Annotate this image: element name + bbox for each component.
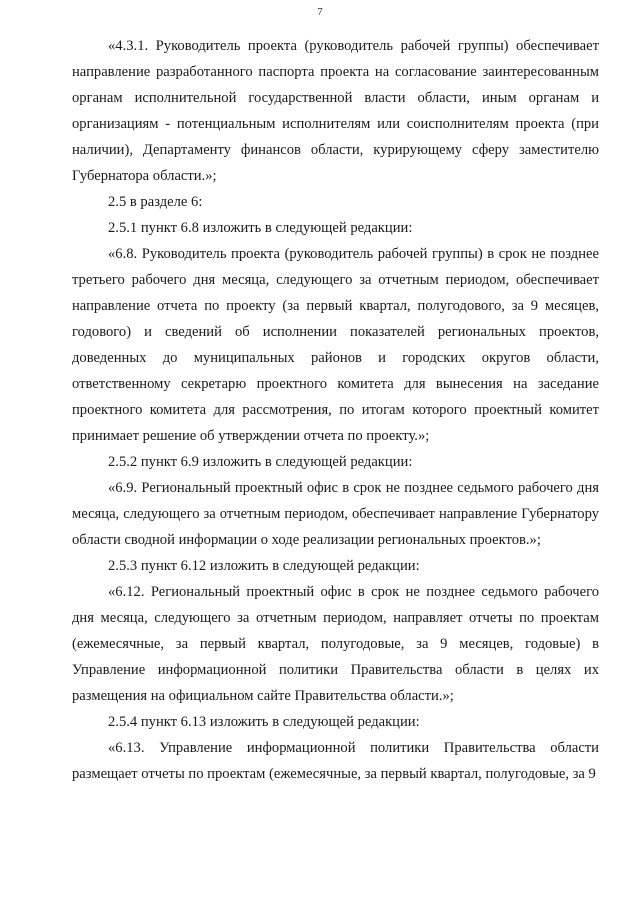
paragraph-2-5: 2.5 в разделе 6: — [108, 194, 203, 210]
paragraph-4-3-1: «4.3.1. Руководитель проекта (руководитель рабочей группы) обеспечивает направление разработанного паспорта проекта на согласование заинтересованным органам исполнительной государственной власти области, иным органам и организациям - потенциальным исполнителям или соисполнителям проекта (при наличии), Департаменту финансов области, курирующему сферу заместителю Губернатора области.»; — [72, 38, 599, 184]
document-body — [72, 33, 599, 787]
paragraph-2-5-1: 2.5.1 пункт 6.8 изложить в следующей редакции: — [108, 220, 413, 236]
paragraph-6-13: «6.13. Управление информационной политики Правительства области размещает отчеты по проектам (ежемесячные, за первый квартал, полугодовые, за 9 — [72, 740, 599, 782]
paragraph-6-9: «6.9. Региональный проектный офис в срок не позднее седьмого рабочего дня месяца, следующего за отчетным периодом, обеспечивает направление Губернатору области сводной информации о ходе реализации региональных проектов.»; — [72, 480, 599, 548]
paragraph-6-8: «6.8. Руководитель проекта (руководитель рабочей группы) в срок не позднее третьего рабочего дня месяца, следующего за отчетным периодом, обеспечивает направление отчета по проекту (за первый квартал, полугодового, за 9 месяцев, годового) и сведений об исполнении показателей региональных проектов, доведенных до муниципальных районов и городских округов области, ответственному секретарю проектного комитета для вынесения на заседание проектного комитета для рассмотрения, по итогам которого проектный комитет принимает решение об утверждении отчета по проекту.»; — [72, 246, 599, 444]
page-number: 7 — [317, 6, 323, 18]
paragraph-2-5-4: 2.5.4 пункт 6.13 изложить в следующей редакции: — [108, 714, 420, 730]
paragraph-2-5-3: 2.5.3 пункт 6.12 изложить в следующей редакции: — [108, 558, 420, 574]
paragraph-2-5-2: 2.5.2 пункт 6.9 изложить в следующей редакции: — [108, 454, 413, 470]
paragraph-6-12: «6.12. Региональный проектный офис в срок не позднее седьмого рабочего дня месяца, следующего за отчетным периодом, направляет отчеты по проектам (ежемесячные, за первый квартал, полугодовые, за 9 месяцев, годовые) в Управление информационной политики Правительства области в целях их размещения на официальном сайте Правительства области.»; — [72, 584, 599, 704]
